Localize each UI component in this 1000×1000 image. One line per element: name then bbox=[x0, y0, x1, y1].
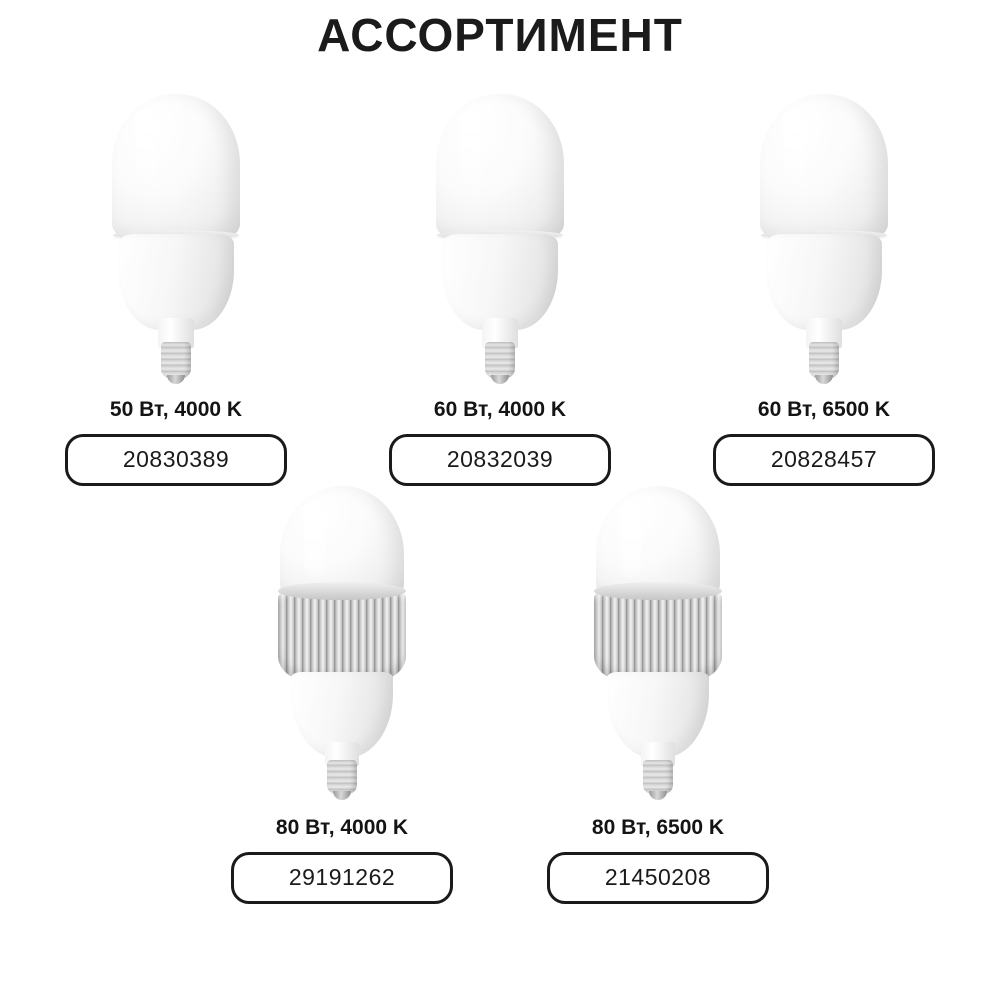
product-card bbox=[42, 84, 310, 486]
page-title: АССОРТИМЕНТ bbox=[317, 9, 683, 61]
bulb-heatsink-ring bbox=[278, 590, 406, 682]
bulb-body bbox=[118, 234, 234, 330]
product-caption: 60 Вт, 6500 K bbox=[757, 398, 891, 421]
bulb-body bbox=[766, 234, 882, 330]
bulb-screw-base bbox=[161, 342, 191, 378]
product-card bbox=[208, 512, 476, 904]
bulb-body bbox=[442, 234, 558, 330]
product-row-bottom bbox=[0, 512, 1000, 904]
product-card bbox=[366, 84, 634, 486]
product-code: 20832039 bbox=[389, 434, 611, 486]
led-bulb-heatsink-icon bbox=[267, 486, 417, 802]
product-code: 20828457 bbox=[713, 434, 935, 486]
product-row-top bbox=[0, 84, 1000, 486]
led-bulb-t-shape-icon bbox=[101, 94, 251, 384]
bulb-globe bbox=[436, 94, 564, 242]
product-image bbox=[583, 512, 733, 802]
bulb-base-tip bbox=[649, 791, 667, 800]
bulb-screw-base bbox=[643, 760, 673, 794]
bulb-screw-base bbox=[485, 342, 515, 378]
product-caption: 80 Вт, 6500 K bbox=[591, 816, 725, 839]
led-bulb-t-shape-icon bbox=[749, 94, 899, 384]
bulb-base-tip bbox=[815, 375, 833, 384]
led-bulb-t-shape-icon bbox=[425, 94, 575, 384]
bulb-heatsink-ring bbox=[594, 590, 722, 682]
led-bulb-heatsink-icon bbox=[583, 486, 733, 802]
product-code: 21450208 bbox=[547, 852, 769, 904]
product-code: 29191262 bbox=[231, 852, 453, 904]
product-caption: 80 Вт, 4000 K bbox=[275, 816, 409, 839]
bulb-globe bbox=[760, 94, 888, 242]
product-image bbox=[267, 512, 417, 802]
product-image bbox=[101, 84, 251, 384]
product-card bbox=[690, 84, 958, 486]
product-card bbox=[524, 512, 792, 904]
bulb-screw-base bbox=[327, 760, 357, 794]
bulb-screw-base bbox=[809, 342, 839, 378]
product-caption: 50 Вт, 4000 K bbox=[109, 398, 243, 421]
product-image bbox=[749, 84, 899, 384]
product-code: 20830389 bbox=[65, 434, 287, 486]
bulb-globe bbox=[112, 94, 240, 242]
bulb-base-tip bbox=[491, 375, 509, 384]
bulb-base-tip bbox=[167, 375, 185, 384]
bulb-base-tip bbox=[333, 791, 351, 800]
product-caption: 60 Вт, 4000 K bbox=[433, 398, 567, 421]
product-image bbox=[425, 84, 575, 384]
